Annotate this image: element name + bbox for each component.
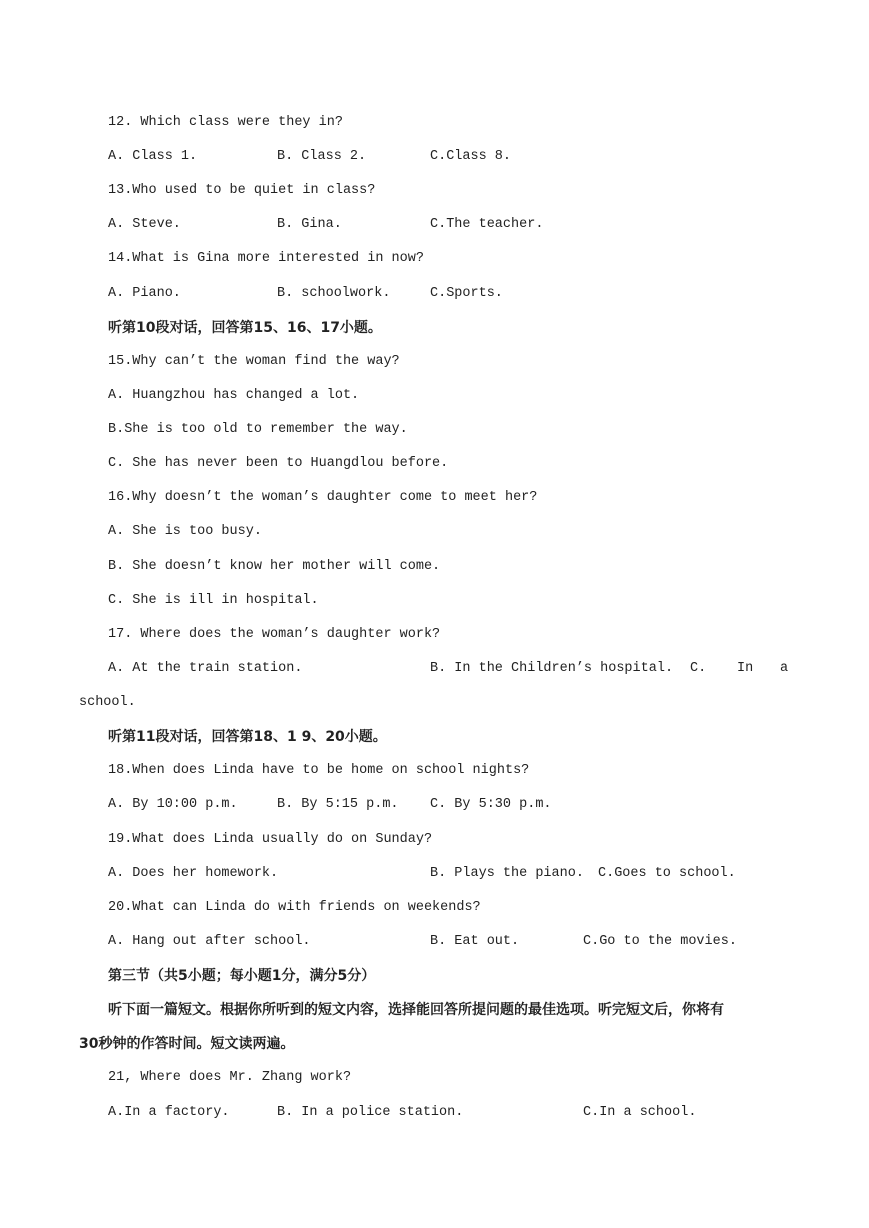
option-16-c: C. She is ill in hospital. <box>108 593 319 608</box>
option-16-b: B. She doesn’t know her mother will come. <box>108 559 441 574</box>
option-16-a: A. She is too busy. <box>108 524 262 539</box>
option-17-c-word-a: a <box>780 661 789 676</box>
option-15-c: C. She has never been to Huangdlou before. <box>108 456 449 471</box>
question-16: 16.Why doesn’t the woman’s daughter come to meet her? <box>108 490 538 505</box>
section-11-heading: 听第11段对话，回答第18、1 9、20小题。 <box>108 729 387 745</box>
option-19-a: A. Does her homework. <box>108 866 279 881</box>
option-14-a: A. Piano. <box>108 286 181 301</box>
question-21: 21, Where does Mr. Zhang work? <box>108 1070 352 1085</box>
question-20: 20.What can Linda do with friends on weekends? <box>108 900 481 915</box>
option-21-a: A.In a factory. <box>108 1105 230 1120</box>
section-3-heading: 第三节（共5小题；每小题1分，满分5分） <box>108 968 376 984</box>
option-19-c: C.Goes to school. <box>598 866 736 881</box>
option-17-c-label: C. <box>690 661 707 676</box>
question-14: 14.What is Gina more interested in now? <box>108 251 424 266</box>
option-21-b: B. In a police station. <box>277 1105 464 1120</box>
option-18-b: B. By 5:15 p.m. <box>277 797 399 812</box>
option-12-c: C.Class 8. <box>430 149 512 164</box>
option-18-c: C. By 5:30 p.m. <box>430 797 552 812</box>
section-10-heading: 听第10段对话，回答第15、16、17小题。 <box>108 320 382 336</box>
option-15-a: A. Huangzhou has changed a lot. <box>108 388 360 403</box>
section-3-instruction-line-1: 听下面一篇短文。根据你所听到的短文内容，选择能回答所提问题的最佳选项。听完短文后，你将有 <box>108 1002 724 1018</box>
question-13: 13.Who used to be quiet in class? <box>108 183 376 198</box>
option-17-b: B. In the Children’s hospital. <box>430 661 674 676</box>
option-12-a: A. Class 1. <box>108 149 198 164</box>
question-18: 18.When does Linda have to be home on school nights? <box>108 763 530 778</box>
option-14-c: C.Sports. <box>430 286 503 301</box>
question-19: 19.What does Linda usually do on Sunday? <box>108 832 433 847</box>
question-12: 12. Which class were they in? <box>108 115 343 130</box>
option-20-c: C.Go to the movies. <box>583 934 737 949</box>
option-13-c: C.The teacher. <box>430 217 544 232</box>
question-15: 15.Why can’t the woman find the way? <box>108 354 400 369</box>
option-12-b: B. Class 2. <box>277 149 367 164</box>
option-18-a: A. By 10:00 p.m. <box>108 797 238 812</box>
option-17-c-continued: school. <box>79 695 136 710</box>
option-13-a: A. Steve. <box>108 217 181 232</box>
option-21-c: C.In a school. <box>583 1105 697 1120</box>
option-17-a: A. At the train station. <box>108 661 303 676</box>
section-3-instruction-line-2: 30秒钟的作答时间。短文读两遍。 <box>79 1036 295 1052</box>
option-20-b: B. Eat out. <box>430 934 520 949</box>
option-20-a: A. Hang out after school. <box>108 934 311 949</box>
option-13-b: B. Gina. <box>277 217 342 232</box>
question-17: 17. Where does the woman’s daughter work? <box>108 627 441 642</box>
option-17-c-word-in: In <box>737 661 754 676</box>
option-14-b: B. schoolwork. <box>277 286 391 301</box>
option-19-b: B. Plays the piano. <box>430 866 584 881</box>
option-15-b: B.She is too old to remember the way. <box>108 422 408 437</box>
